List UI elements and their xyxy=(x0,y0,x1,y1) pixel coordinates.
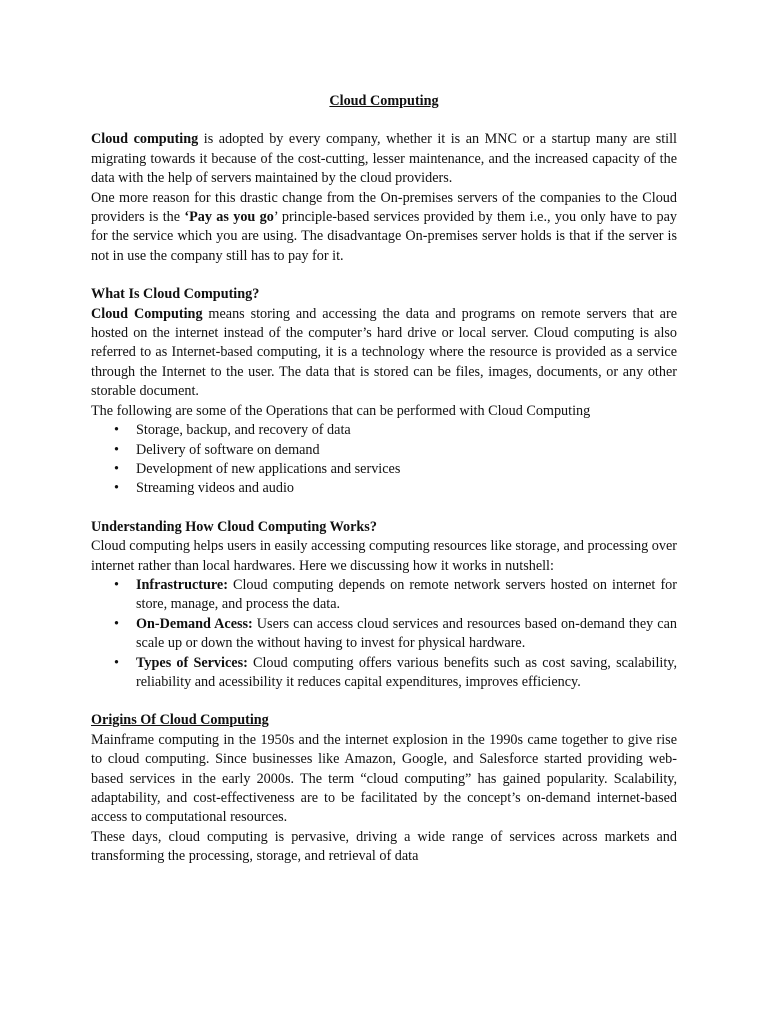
origins-heading: Origins Of Cloud Computing xyxy=(91,712,269,729)
intro-text: ’ principle-based services provided by them i.e., you only have to pay for the service which you are using. The disadvantage On-premises server holds is that if the server is not in use the company still has to pay for it. xyxy=(91,209,677,264)
what-paragraph-1 xyxy=(91,305,677,402)
pay-as-you-go-term: ‘Pay as you go xyxy=(184,209,274,226)
list-item: • Storage, backup, and recovery of data xyxy=(91,421,677,440)
list-item xyxy=(91,615,677,654)
list-item xyxy=(91,654,677,693)
how-list xyxy=(91,576,677,692)
document-body xyxy=(91,92,677,867)
what-bold-term: Cloud Computing xyxy=(91,305,203,322)
how-heading: Understanding How Cloud Computing Works? xyxy=(91,518,377,535)
how-paragraph: Cloud computing helps users in easily accessing computing resources like storage, and processing over internet rather than local hardwares. Here we discussing how it works in nutshell: xyxy=(91,538,677,574)
intro-paragraph-1 xyxy=(91,130,677,188)
document-title: Cloud Computing xyxy=(329,93,439,109)
list-text: Cloud computing offers various benefits such as cost saving, scalability, reliability and acessibility it reduces capital expenditures, improves efficiency. xyxy=(136,654,677,690)
list-item: • Development of new applications and services xyxy=(91,460,677,479)
what-paragraph-2: The following are some of the Operations that can be performed with Cloud Computing xyxy=(91,402,591,419)
origins-paragraph-1: Mainframe computing in the 1950s and the internet explosion in the 1990s came together to give rise to cloud computing. Since businesses like Amazon, Google, and Salesforce started providing web-based services in the early 2000s. The term “cloud computing” has gained popularity. Scalability, adaptability, and cost-effectiveness are to be facilitated by the concept’s on-demand internet-based access to computational resources. xyxy=(91,731,677,826)
list-item: • Streaming videos and audio xyxy=(91,479,677,498)
list-item xyxy=(91,576,677,615)
list-item: • Delivery of software on demand xyxy=(91,441,677,460)
origins-paragraph-2: These days, cloud computing is pervasive, driving a wide range of services across markets and transforming the processing, storage, and retrieval of data xyxy=(91,828,677,865)
list-term: Types of Services: xyxy=(136,654,248,671)
intro-paragraph-2 xyxy=(91,189,677,267)
intro-bold-term: Cloud computing xyxy=(91,131,199,148)
list-text: Cloud computing depends on remote network servers hosted on internet for store, manage, and process the data. xyxy=(136,576,677,613)
intro-text: is adopted by every company, whether it is an MNC or a startup many are still migrating towards it because of the cost-cutting, lesser maintenance, and the increased capacity of the data with the help of servers maintained by the cloud providers. xyxy=(91,131,677,187)
intro-text: One more reason for this drastic change from the On-premises servers of the companies to the Cloud providers is the xyxy=(91,189,677,226)
list-text: Users can access cloud services and resources based on-demand they can scale up or down the without having to invest for physical hardware. xyxy=(136,615,677,652)
what-text: means storing and accessing the data and programs on remote servers that are hosted on the internet instead of the computer’s hard drive or local server. Cloud computing is also referred to as Internet-based computing, it is a technology where the resource is provided as a service through the Internet to the user. The data that is stored can be files, images, documents, or any other storable document. xyxy=(91,305,677,400)
operations-list xyxy=(91,421,677,499)
list-term: On-Demand Acess: xyxy=(136,615,253,632)
what-heading: What Is Cloud Computing? xyxy=(91,286,260,303)
list-term: Infrastructure: xyxy=(136,576,228,593)
